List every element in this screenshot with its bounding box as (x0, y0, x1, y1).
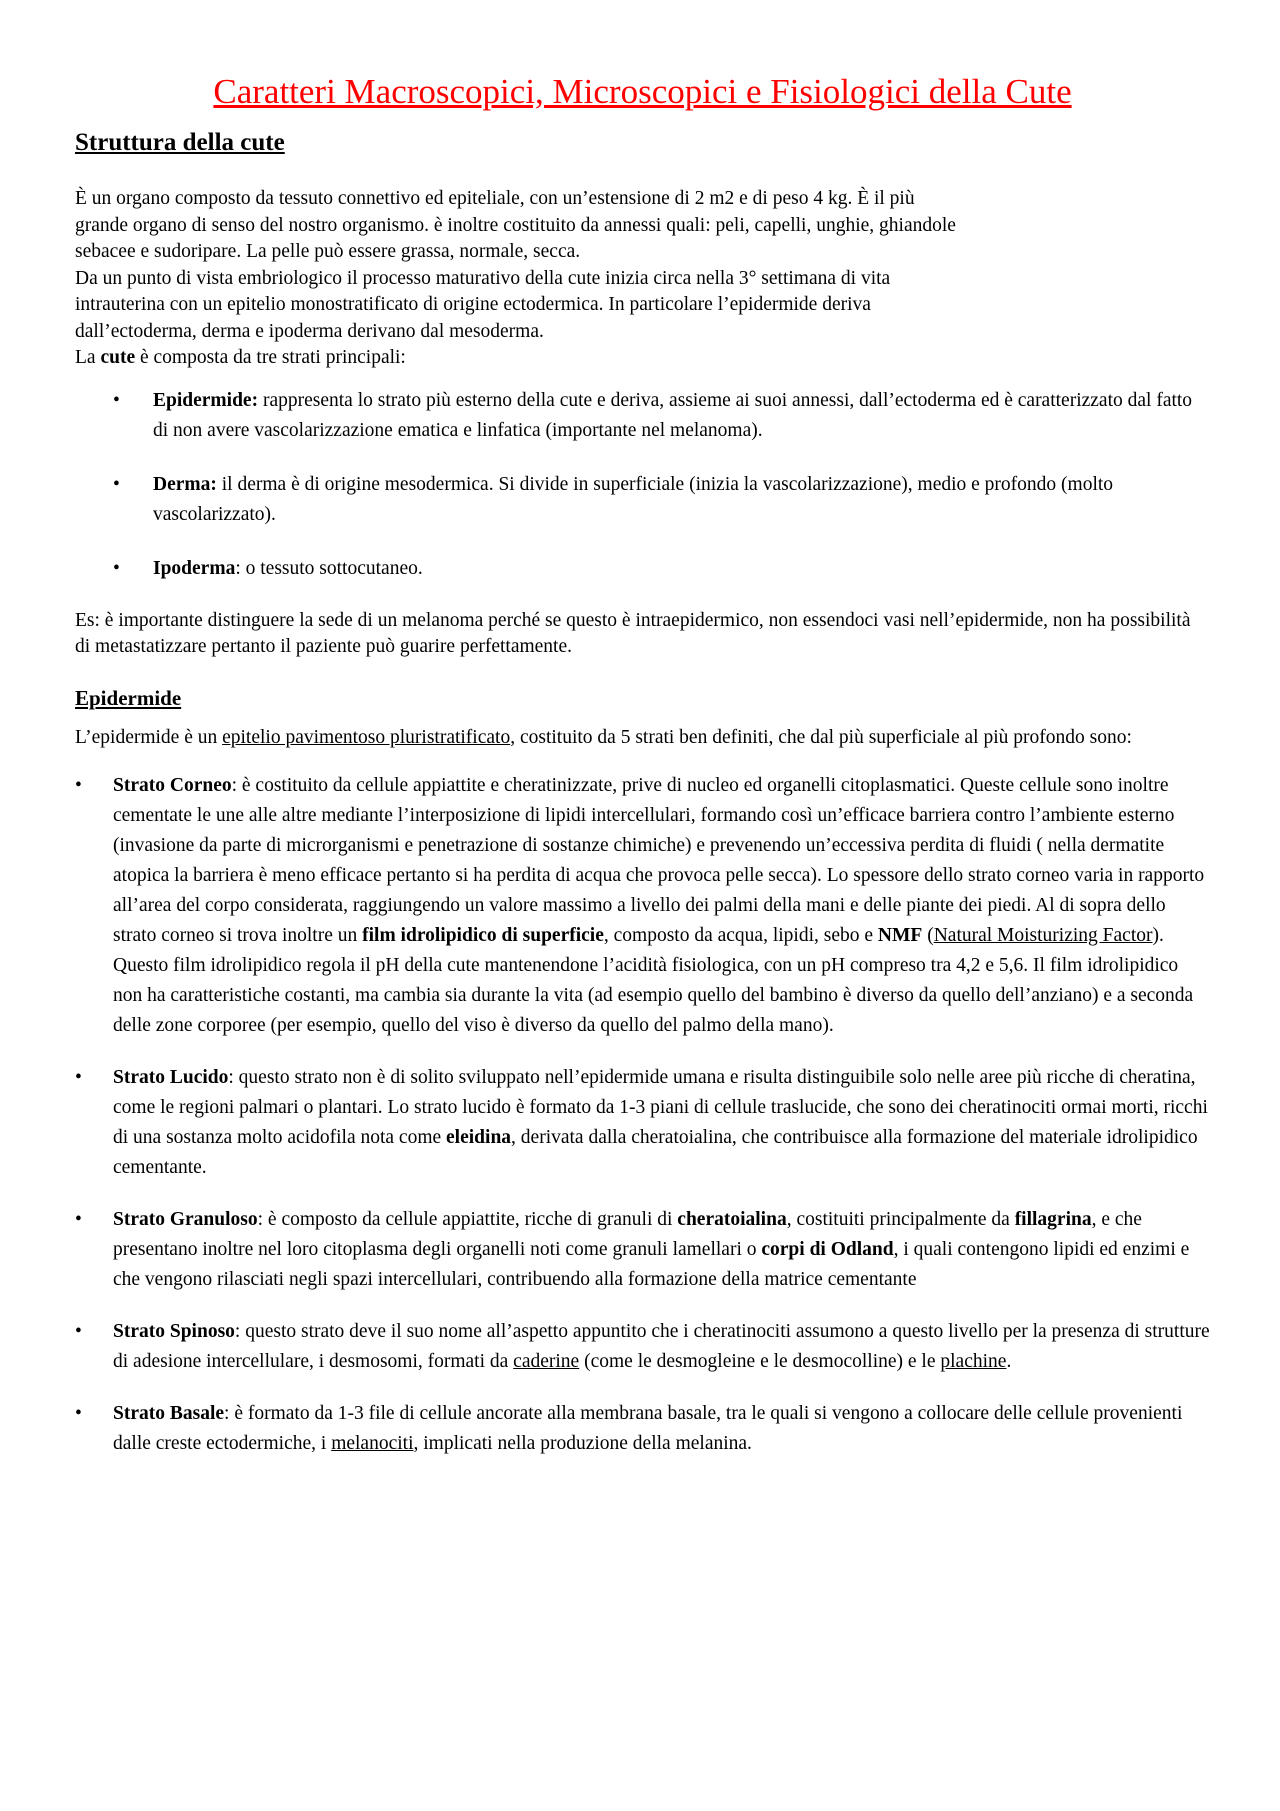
text: , implicati nella produzione della melanina. (413, 1433, 752, 1454)
text: , e che presentano inoltre nel loro citoplasma degli organelli noti come granuli lamellari o (113, 1209, 1142, 1260)
epidermis-layers-list (75, 771, 1210, 1459)
definition: : o tessuto sottocutaneo. (235, 557, 423, 579)
definition: rappresenta lo strato più esterno della cute e deriva, assieme ai suoi annessi, dall’ectoderma ed è caratterizzato dal fatto di non avere vascolarizzazione ematica e linfatica (importante nel melanoma). (153, 389, 1193, 441)
main-layers-list (75, 386, 1210, 584)
intro-line: intrauterina con un epitelio monostratificato di origine ectodermica. In particolare l’epidermide deriva (75, 294, 871, 315)
term: Derma: (153, 473, 217, 495)
bold-term: film idrolipidico di superficie (362, 925, 604, 946)
bullet-icon: • (75, 1209, 82, 1230)
intro-line: sebacee e sudoripare. La pelle può essere grassa, normale, secca. (75, 241, 581, 262)
text: , costituiti principalmente da (786, 1209, 1015, 1230)
intro-line: È un organo composto da tessuto connettivo ed epiteliale, con un’estensione di 2 m2 e di peso 4 kg. È il più (75, 188, 915, 209)
underlined-term: caderine (513, 1351, 580, 1372)
bold-term: corpi di Odland (761, 1239, 894, 1260)
composition-term: cute (100, 347, 136, 368)
bullet-icon: • (75, 1067, 82, 1088)
underlined-term: melanociti (331, 1433, 414, 1454)
term: Strato Granuloso (113, 1209, 258, 1230)
text: : questo strato non è di solito sviluppato nell’epidermide umana e risulta distinguibile solo nelle aree più ricche di cheratina, come le regioni palmari o plantari. Lo strato lucido è formato da 1-3 piani di cellule traslucide, che sono dei cheratinociti ormai morti, ricchi di una sostanza molto acidofila nota come (113, 1067, 1208, 1148)
term: Strato Basale (113, 1403, 225, 1424)
list-item-strato-spinoso (75, 1317, 1210, 1377)
intro-line: Da un punto di vista embriologico il processo maturativo della cute inizia circa nella 3° settimana di vita (75, 267, 891, 289)
list-item-strato-granuloso (75, 1205, 1210, 1295)
text: : questo strato deve il suo nome all’aspetto appuntito che i cheratinociti assumono a questo livello per la presenza di strutture di adesione intercellulare, i desmosomi, formati da (113, 1321, 1210, 1372)
text: (come le desmogleine e le desmocolline) e le (579, 1351, 941, 1372)
bullet-icon: • (75, 775, 82, 796)
list-item-strato-lucido (75, 1063, 1210, 1183)
example-paragraph: Es: è importante distinguere la sede di un melanoma perché se questo è intraepidermico, non essendoci vasi nell’epidermide, non ha possibilità di metastatizzare pertanto il paziente può guarire perfettamente. (75, 609, 1191, 657)
bold-term: cheratoialina (677, 1209, 787, 1230)
intro-prefix: L’epidermide è un (75, 726, 223, 748)
text: , composto da acqua, lipidi, sebo e (603, 925, 878, 946)
bullet-icon: • (113, 473, 120, 495)
text: : è composto da cellule appiattite, ricche di granuli di (257, 1209, 678, 1230)
document-page (75, 70, 1210, 1481)
underlined-term: Natural Moisturizing Factor (933, 925, 1153, 946)
intro-suffix: , costituito da 5 strati ben definiti, che dal più superficiale al più profondo sono: (510, 726, 1132, 748)
term: Strato Spinoso (113, 1321, 235, 1342)
definition: il derma è di origine mesodermica. Si divide in superficiale (inizia la vascolarizzazione), medio e profondo (molto vascolarizzato). (153, 473, 1114, 525)
section-heading-struttura: Struttura della cute (75, 129, 285, 156)
term: Strato Lucido (113, 1067, 229, 1088)
epidermide-intro (75, 725, 1210, 752)
intro-paragraph (75, 186, 1210, 372)
bullet-icon: • (113, 389, 120, 411)
section-heading-epidermide: Epidermide (75, 685, 182, 710)
text: , derivata dalla cheratoialina, che contribuisce alla formazione del materiale idrolipidico cementante. (113, 1127, 1198, 1178)
term: Strato Corneo (113, 775, 232, 796)
bullet-icon: • (75, 1321, 82, 1342)
text: , i quali contengono lipidi ed enzimi e che vengono rilasciati negli spazi intercellulari, contribuendo alla formazione della matrice cementante (113, 1239, 1190, 1290)
list-item-strato-corneo (75, 771, 1210, 1041)
bold-term: NMF (877, 925, 923, 946)
list-item-ipoderma (75, 554, 1210, 584)
intro-line: grande organo di senso del nostro organismo. è inoltre costituito da annessi quali: peli, capelli, unghie, ghiandole (75, 214, 956, 236)
text: . (1006, 1351, 1012, 1372)
composition-prefix: La (75, 347, 101, 368)
text: : è costituito da cellule appiattite e cheratinizzate, prive di nucleo ed organelli citoplasmatici. Queste cellule sono inoltre cementate le une alle altre mediante l’interposizione di lipidi intercellulari, formando così un’efficace barriera contro l’ambiente esterno (invasione da parte di microrganismi e penetrazione di sostanze chimiche) e prevenendo un’eccessiva perdita di fluidi ( nella dermatite atopica la barriera è meno efficace pertanto si ha perdita di acqua che provoca pelle secca). Lo spessore dello strato corneo varia in rapporto all’area del corpo considerata, raggiungendo un valore massimo a livello dei palmi della mani e delle piante dei piedi. Al di sopra dello strato corneo si trova inoltre un (113, 775, 1205, 946)
term: Epidermide: (153, 389, 259, 411)
list-item-epidermide (75, 386, 1210, 446)
text: : è formato da 1-3 file di cellule ancorate alla membrana basale, tra le quali si vengono a collocare delle cellule provenienti dalle creste ectodermiche, i (113, 1403, 1183, 1454)
list-item-derma (75, 470, 1210, 530)
composition-line (75, 345, 1210, 372)
text: ). Questo film idrolipidico regola il pH della cute mantenendone l’acidità fisiologica, con un pH compreso tra 4,2 e 5,6. Il film idrolipidico non ha caratteristiche costanti, ma cambia sia durante la vita (ad esempio quello del bambino è diverso da quello dell’anziano) e a seconda delle zone corporee (per esempio, quello del viso è diverso da quello del palmo della mano). (113, 925, 1194, 1036)
intro-line: dall’ectoderma, derma e ipoderma derivano dal mesoderma. (75, 320, 544, 342)
text: ( (922, 925, 934, 946)
document-title: Caratteri Macroscopici, Microscopici e Fisiologici della Cute (213, 72, 1072, 111)
bullet-icon: • (75, 1403, 82, 1424)
term: Ipoderma (153, 557, 236, 579)
list-item-strato-basale (75, 1399, 1210, 1459)
underlined-term: plachine (940, 1351, 1007, 1372)
intro-underlined-term: epitelio pavimentoso pluristratificato (222, 726, 511, 748)
bold-term: fillagrina (1014, 1209, 1092, 1230)
bullet-icon: • (113, 557, 120, 579)
bold-term: eleidina (446, 1127, 512, 1148)
composition-suffix: è composta da tre strati principali: (135, 347, 406, 368)
